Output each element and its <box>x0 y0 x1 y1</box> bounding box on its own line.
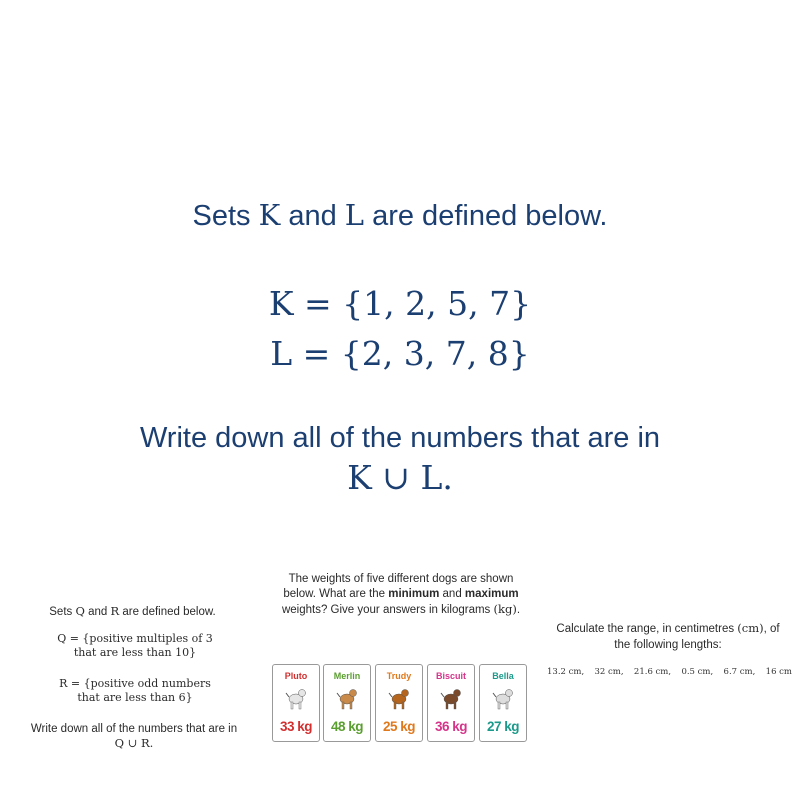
main-intro <box>0 198 800 233</box>
length-value: 21.6 cm, <box>633 667 672 677</box>
text: , of the following lengths: <box>614 623 780 651</box>
set-l-definition: L = {2, 3, 7, 8} <box>270 334 530 373</box>
intro-text: and <box>84 606 111 618</box>
dog-icon <box>387 685 411 711</box>
dog-weight: 27 kg <box>486 719 520 734</box>
main-instruction: Write down all of the numbers that are in <box>139 422 661 454</box>
dog-card <box>427 664 475 742</box>
unit: (cm) <box>737 621 764 635</box>
set-q-line: that are less than 10} <box>73 646 197 659</box>
set-q-definition <box>30 632 240 660</box>
set-r-definition <box>30 677 240 705</box>
text: The weights of five different dogs are shown below. What are the <box>283 573 514 600</box>
dog-weight: 25 kg <box>382 719 416 734</box>
text: Calculate the range, in centimetres <box>556 623 738 635</box>
bold-minimum: minimum <box>388 588 440 600</box>
instruction-text: Write down all of the numbers that are in <box>30 723 238 735</box>
set-q-line: Q = {positive multiples of 3 <box>57 632 213 645</box>
dog-icon <box>335 685 359 711</box>
dog-name: Biscuit <box>435 671 466 681</box>
dog-name: Merlin <box>333 671 361 681</box>
dog-weight: 48 kg <box>330 719 364 734</box>
intro-text: and <box>280 200 345 232</box>
text: . <box>516 604 521 616</box>
length-value: 13.2 cm, <box>547 667 585 677</box>
set-r-line: that are less than 6} <box>77 691 193 704</box>
length-value: 16 cm <box>765 667 792 677</box>
union-expression-small: Q ∪ R. <box>114 736 154 750</box>
intro-text: are defined below. <box>119 606 216 618</box>
dog-weight: 36 kg <box>434 719 468 734</box>
dog-card <box>272 664 320 742</box>
dog-name: Bella <box>492 671 514 681</box>
dog-name: Trudy <box>386 671 412 681</box>
dog-cards <box>272 664 532 744</box>
dog-icon <box>491 685 515 711</box>
set-name-l: L <box>344 198 365 232</box>
dogs-question-text <box>278 572 524 618</box>
range-values <box>547 667 792 677</box>
length-value: 32 cm, <box>594 667 624 677</box>
dog-icon <box>284 685 308 711</box>
qr-intro <box>20 604 245 618</box>
range-question-text <box>548 620 788 653</box>
intro-text: Sets <box>49 606 76 618</box>
length-value: 6.7 cm, <box>723 667 756 677</box>
dog-card <box>479 664 527 742</box>
set-r-line: R = {positive odd numbers <box>59 677 211 690</box>
text: weights? Give your answers in kilograms <box>281 604 494 616</box>
set-name-q: Q <box>75 604 85 618</box>
bold-maximum: maximum <box>464 588 519 600</box>
text: and <box>439 588 465 600</box>
dog-card <box>375 664 423 742</box>
set-name-r: R <box>110 604 120 618</box>
length-value: 0.5 cm, <box>681 667 714 677</box>
unit: (kg) <box>493 602 517 616</box>
union-expression: K ∪ L. <box>347 458 453 497</box>
intro-text: are defined below. <box>364 200 608 232</box>
dog-card <box>323 664 371 742</box>
set-k-definition: K = {1, 2, 5, 7} <box>268 284 532 323</box>
qr-instruction <box>20 722 248 750</box>
dog-weight: 33 kg <box>279 719 313 734</box>
intro-text: Sets <box>192 200 259 232</box>
dog-name: Pluto <box>284 671 308 681</box>
dog-icon <box>439 685 463 711</box>
set-name-k: K <box>258 198 281 232</box>
